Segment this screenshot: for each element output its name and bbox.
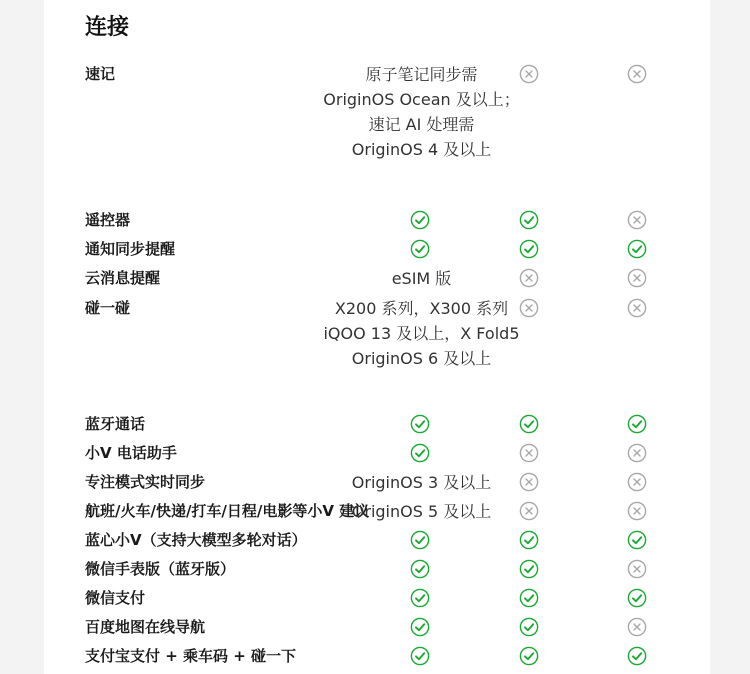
requirement-line: OriginOS 6 及以上 xyxy=(351,349,492,368)
feature-label: 微信手表版（蓝牙版） xyxy=(85,560,236,578)
check-circle-icon xyxy=(519,210,539,230)
check-circle-icon xyxy=(410,559,430,579)
check-circle-icon xyxy=(627,239,647,259)
feature-label: 蓝牙通话 xyxy=(85,415,146,433)
requirement-line: OriginOS 3 及以上 xyxy=(351,473,492,492)
cross-circle-icon xyxy=(627,472,647,492)
section-title: 连接 xyxy=(85,15,130,40)
check-circle-icon xyxy=(410,443,430,463)
feature-label: 专注模式实时同步 xyxy=(85,473,206,491)
cross-circle-icon xyxy=(627,64,647,84)
cross-circle-icon xyxy=(627,268,647,288)
requirement-line: iQOO 13 及以上，X Fold5 xyxy=(323,324,520,343)
check-circle-icon xyxy=(627,414,647,434)
check-circle-icon xyxy=(519,617,539,637)
check-circle-icon xyxy=(519,646,539,666)
requirement-line: X200 系列，X300 系列 xyxy=(334,299,509,318)
feature-label: 航班/火车/快递/打车/日程/电影等小V 建议 xyxy=(85,502,370,520)
check-circle-icon xyxy=(519,588,539,608)
check-circle-icon xyxy=(627,646,647,666)
feature-label: 速记 xyxy=(85,65,116,83)
check-circle-icon xyxy=(410,617,430,637)
feature-label: 碰一碰 xyxy=(85,299,131,317)
requirement-line: 原子笔记同步需 xyxy=(365,65,478,84)
check-circle-icon xyxy=(410,414,430,434)
requirement-note xyxy=(300,266,543,291)
check-circle-icon xyxy=(519,559,539,579)
cross-circle-icon xyxy=(627,443,647,463)
requirement-note xyxy=(300,296,543,371)
cross-circle-icon xyxy=(519,298,539,318)
check-circle-icon xyxy=(519,530,539,550)
requirement-note xyxy=(300,499,543,524)
check-circle-icon xyxy=(410,646,430,666)
requirement-line: 速记 AI 处理需 xyxy=(368,115,475,134)
check-circle-icon xyxy=(519,239,539,259)
check-circle-icon xyxy=(519,414,539,434)
requirement-line: OriginOS 5 及以上 xyxy=(351,502,492,521)
cross-circle-icon xyxy=(519,268,539,288)
check-circle-icon xyxy=(410,239,430,259)
requirement-note xyxy=(300,470,543,495)
requirement-note xyxy=(300,62,543,162)
requirement-line: OriginOS 4 及以上 xyxy=(351,140,492,159)
feature-label: 百度地图在线导航 xyxy=(85,618,206,636)
requirement-line: eSIM 版 xyxy=(391,269,452,288)
feature-label: 通知同步提醒 xyxy=(85,240,176,258)
feature-label: 微信支付 xyxy=(85,589,146,607)
cross-circle-icon xyxy=(519,443,539,463)
cross-circle-icon xyxy=(627,298,647,318)
cross-circle-icon xyxy=(627,617,647,637)
requirement-line: OriginOS Ocean 及以上； xyxy=(323,90,520,109)
check-circle-icon xyxy=(410,588,430,608)
cross-circle-icon xyxy=(627,559,647,579)
cross-circle-icon xyxy=(627,210,647,230)
check-circle-icon xyxy=(410,210,430,230)
feature-label: 遥控器 xyxy=(85,211,131,229)
cross-circle-icon xyxy=(627,501,647,521)
feature-label: 蓝心小V（支持大模型多轮对话） xyxy=(85,531,307,549)
feature-label: 小V 电话助手 xyxy=(85,444,177,462)
cross-circle-icon xyxy=(519,472,539,492)
check-circle-icon xyxy=(410,530,430,550)
check-circle-icon xyxy=(627,530,647,550)
cross-circle-icon xyxy=(519,64,539,84)
feature-label: 云消息提醒 xyxy=(85,269,161,287)
cross-circle-icon xyxy=(519,501,539,521)
check-circle-icon xyxy=(627,588,647,608)
feature-label: 支付宝支付 + 乘车码 + 碰一下 xyxy=(85,647,297,665)
